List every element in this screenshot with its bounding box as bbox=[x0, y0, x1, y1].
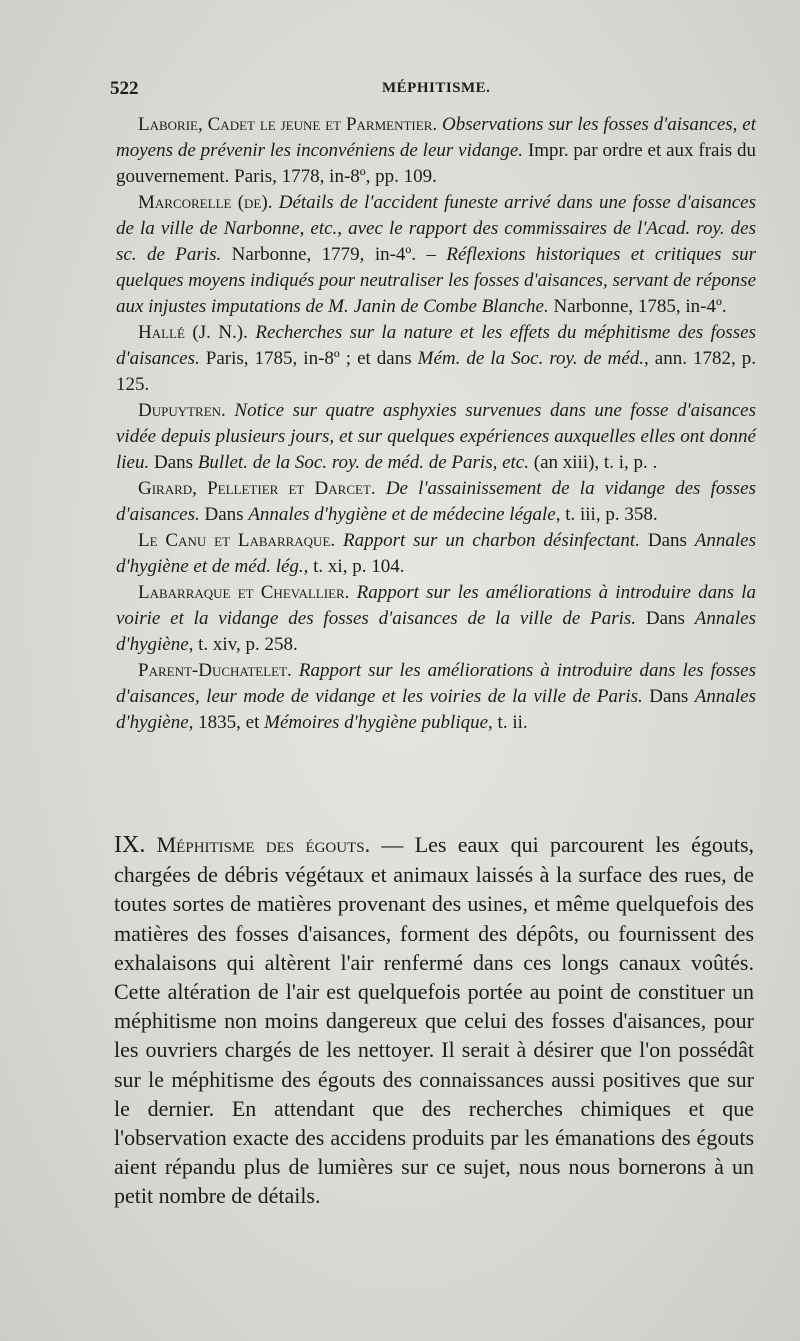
bib-authors: Le Canu et Labarraque. bbox=[138, 530, 336, 551]
bib-details: , t. xi, p. 104. bbox=[303, 556, 405, 577]
bib-entry bbox=[116, 580, 756, 658]
bib-authors: Hallé (J. N.). bbox=[138, 322, 248, 343]
bib-authors: Labarraque et Chevallier. bbox=[138, 582, 350, 603]
bib-title: De l'assainissement de la vidange des fosses d'aisances. bbox=[116, 478, 756, 525]
bib-title: Recherches sur la nature et les effets du méphitisme des fosses d'aisances. bbox=[116, 322, 757, 369]
bib-entry bbox=[116, 528, 756, 580]
bib-details: , 1835, et bbox=[188, 712, 260, 733]
section-body: Les eaux qui parcourent les égouts, chargées de débris végétaux et animaux laissés à la surface des rues, de toutes sortes de matières provenant des usines, et même quelquefois des matières des fosses d'aisances, forment des dépôts, ou fournissent des exhalaisons qui altèrent l'air renfermé dans ces longs canaux voûtés. Cette altération de l'air est quelquefois portée au point de constituer un méphitisme non moins dangereux que celui des fosses d'aisances, pour les ouvriers chargés de les nettoyer. Il serait à désirer que l'on possédât sur le méphitisme des égouts des connaissances aussi positives que sur le dernier. En attendant que des recherches chimiques et que l'observation exacte des accidens produits par les émanations des égouts aient répandu plus de lumières sur ce sujet, nous nous bornerons à un petit nombre de détails. bbox=[114, 832, 755, 1209]
bib-details: Narbonne, 1779, in-4º. – bbox=[231, 244, 436, 265]
page-number: 522 bbox=[110, 78, 139, 99]
bib-details: Dans bbox=[204, 504, 244, 525]
bib-details: , t. ii. bbox=[488, 712, 528, 733]
bib-details: (an xiii), t. i, p. . bbox=[533, 452, 658, 473]
bib-title: Rapport sur un charbon désinfectant. bbox=[343, 530, 640, 551]
bib-details: , t. xiv, p. 258. bbox=[188, 634, 298, 655]
bib-journal: Annales d'hygiène et de méd. lég. bbox=[116, 530, 756, 577]
bib-authors: Girard, Pelletier et Darcet. bbox=[138, 478, 376, 499]
bib-details: , t. iii, p. 358. bbox=[555, 504, 658, 525]
bib-entry bbox=[116, 476, 756, 528]
bib-details: Dans bbox=[645, 608, 685, 629]
bib-entry bbox=[116, 658, 756, 736]
bib-journal: Annales d'hygiène bbox=[116, 686, 756, 733]
bib-entry bbox=[116, 320, 756, 398]
section-heading: Méphitisme des égouts. bbox=[156, 832, 371, 857]
bib-title: Observations sur les fosses d'aisances, et moyens de prévenir les inconvéniens de leur vidange. bbox=[116, 114, 757, 161]
bib-title: Rapport sur les améliorations à introduire dans la voirie et la vidange des fosses d'aisances de la ville de Paris. bbox=[116, 582, 756, 629]
bib-entry bbox=[116, 112, 756, 190]
section-number: IX. bbox=[114, 832, 146, 858]
bib-details: Narbonne, 1785, in-4º. bbox=[553, 296, 727, 317]
bib-journal: Annales d'hygiène et de médecine légale bbox=[248, 504, 556, 525]
bib-entry bbox=[116, 398, 756, 476]
section-dash: — bbox=[370, 832, 415, 857]
bib-journal: Mémoires d'hygiène publique bbox=[264, 712, 489, 733]
bib-journal: Bullet. de la Soc. roy. de méd. de Paris, etc. bbox=[197, 452, 529, 473]
bib-journal: Annales d'hygiène bbox=[116, 608, 756, 655]
bib-title: Détails de l'accident funeste arrivé dans une fosse d'aisances de la ville de Narbonne, etc., avec le rapport des commissaires de l'Acad. roy. des sc. de Paris. bbox=[116, 192, 757, 265]
bib-details: Dans bbox=[154, 452, 194, 473]
bib-entry bbox=[116, 190, 756, 320]
bib-authors: Dupuytren. bbox=[138, 400, 226, 421]
section-paragraph bbox=[114, 830, 754, 1211]
bib-details: Paris, 1785, in-8º ; et dans bbox=[205, 348, 412, 369]
bib-details: , ann. 1782, p. 125. bbox=[116, 348, 756, 395]
bib-title: Notice sur quatre asphyxies survenues dans une fosse d'aisances vidée depuis plusieurs jours, et sur quelques expériences auxquelles elles ont donné lieu. bbox=[116, 400, 757, 473]
bib-details: Dans bbox=[647, 530, 687, 551]
page-header bbox=[110, 78, 710, 102]
bib-authors: Parent-Duchatelet. bbox=[138, 660, 292, 681]
bib-details: Impr. par ordre et aux frais du gouvernement. Paris, 1778, in-8º, pp. 109. bbox=[116, 140, 757, 187]
bib-details: Dans bbox=[649, 686, 689, 707]
bib-title: Réflexions historiques et critiques sur quelques moyens indiqués pour neutraliser les fosses d'aisances, servant de réponse aux injustes imputations de M. Janin de Combe Blanche. bbox=[116, 244, 757, 317]
bibliography-list bbox=[116, 112, 756, 736]
running-title: MÉPHITISME. bbox=[382, 80, 491, 96]
bib-authors: Marcorelle (de). bbox=[138, 192, 273, 213]
section-ix bbox=[114, 830, 754, 1211]
bib-journal: Mém. de la Soc. roy. de méd. bbox=[417, 348, 645, 369]
bib-title: Rapport sur les améliorations à introduire dans les fosses d'aisances, leur mode de vidange et les voiries de la ville de Paris. bbox=[116, 660, 756, 707]
bib-authors: Laborie, Cadet le jeune et Parmentier. bbox=[138, 114, 438, 135]
